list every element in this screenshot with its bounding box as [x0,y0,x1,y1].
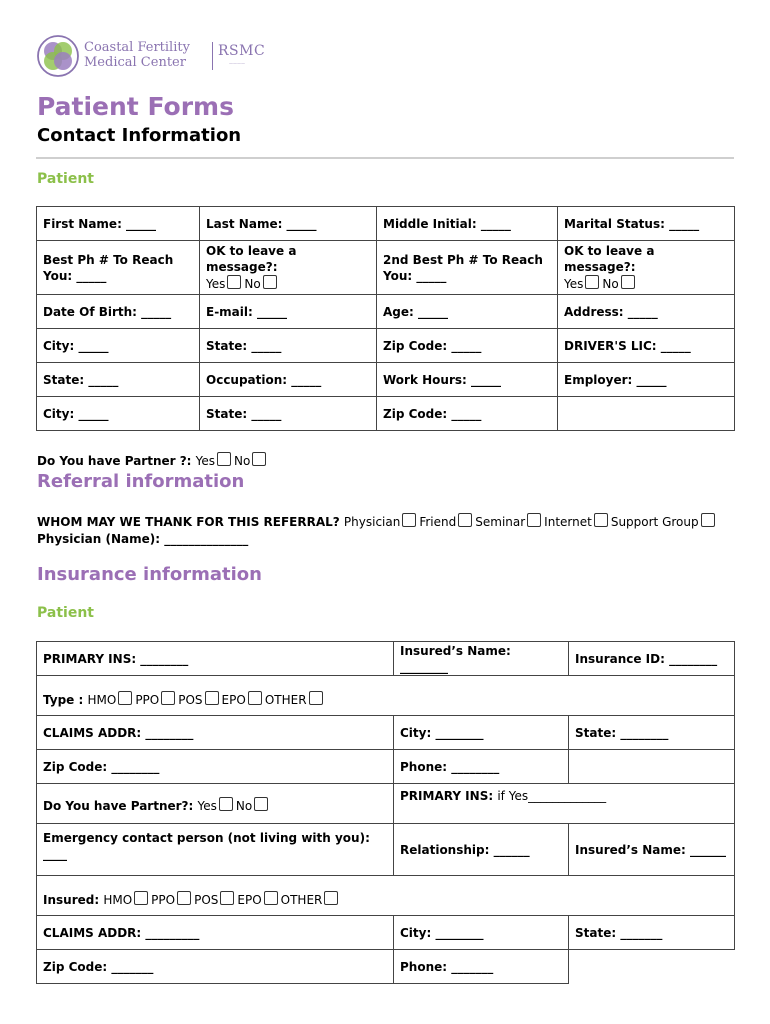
yes-label: Yes [197,799,217,813]
ins-partner-cell [37,784,394,824]
yes-checkbox[interactable] [227,275,241,289]
insured-pos-checkbox[interactable] [220,891,234,905]
type-label: Type : [43,693,84,707]
referral-heading: Referral information [37,471,245,492]
logo-wordmark [84,40,190,70]
referral-option-label: Support Group [610,515,699,529]
table-row [37,363,735,397]
referral-friend-checkbox[interactable] [458,513,472,527]
type-cell [37,676,735,716]
ins-phone-field[interactable]: Phone: ________ [394,750,569,784]
employer-city-field[interactable]: City: _____ [37,397,200,431]
insured-hmo-checkbox[interactable] [134,891,148,905]
referral-seminar-checkbox[interactable] [527,513,541,527]
insurance-id-field[interactable]: Insurance ID: ________ [569,642,735,676]
referral-physician-checkbox[interactable] [402,513,416,527]
type-option-label: POS [178,693,203,707]
yes-checkbox[interactable] [585,275,599,289]
state-field-2[interactable]: State: _____ [37,363,200,397]
type-other-checkbox[interactable] [309,691,323,705]
logo-line-2: Medical Center [84,55,186,70]
insured-type-cell [37,876,735,916]
table-row [37,876,735,916]
type-ppo-checkbox[interactable] [161,691,175,705]
type-option-label: PPO [151,893,176,907]
occupation-field[interactable]: Occupation: _____ [200,363,377,397]
partner-yes-checkbox[interactable] [217,452,231,466]
logo-separator [212,42,213,70]
referral-option-label: Physician [343,515,401,529]
partner-city-field[interactable]: City: ________ [394,916,569,950]
partner-primary-ins-label: PRIMARY INS: [400,789,494,803]
no-checkbox[interactable] [621,275,635,289]
employer-field[interactable]: Employer: _____ [558,363,735,397]
table-row [37,241,735,295]
logo-partner-sub: ———— [229,61,245,66]
page-title: Patient Forms [37,92,234,121]
dob-field[interactable]: Date Of Birth: _____ [37,295,200,329]
drivers-license-field[interactable]: DRIVER'S LIC: _____ [558,329,735,363]
insured-ppo-checkbox[interactable] [177,891,191,905]
type-option-label: EPO [221,693,246,707]
insured-name-field[interactable]: Insured’s Name: ________ [394,642,569,676]
table-row [37,329,735,363]
no-label: No [235,799,253,813]
page-subtitle: Contact Information [37,125,242,146]
ins-partner-label: Do You have Partner?: [43,799,194,813]
state-field[interactable]: State: _____ [200,329,377,363]
email-field[interactable]: E-mail: _____ [200,295,377,329]
partner-primary-ins-cell[interactable] [394,784,735,824]
zip-field[interactable]: Zip Code: _____ [377,329,558,363]
patient-table [36,206,735,431]
insured-label: Insured: [43,893,100,907]
partner-no-checkbox[interactable] [252,452,266,466]
table-row [37,950,735,984]
referral-option-label: Seminar [475,515,526,529]
best-phone-field[interactable]: Best Ph # To Reach You: _____ [37,241,200,295]
referral-question-row [37,513,718,529]
ok-message-cell [200,241,377,295]
city-field[interactable]: City: _____ [37,329,200,363]
divider [36,157,734,159]
table-row [37,750,735,784]
ok-message-label-2: OK to leave a message?: [564,244,655,274]
empty-cell [558,397,735,431]
ok-message-cell-2 [558,241,735,295]
referral-question: WHOM MAY WE THANK FOR THIS REFERRAL? [37,515,340,529]
insurance-heading: Insurance information [37,564,262,585]
type-pos-checkbox[interactable] [205,691,219,705]
claims-addr-field[interactable]: CLAIMS ADDR: ________ [37,716,394,750]
partner-phone-field[interactable]: Phone: _______ [394,950,569,984]
type-hmo-checkbox[interactable] [118,691,132,705]
table-row [37,916,735,950]
partner-state-field[interactable]: State: _______ [569,916,735,950]
type-option-label: POS [194,893,219,907]
ins-partner-no-checkbox[interactable] [254,797,268,811]
last-name-field[interactable]: Last Name: _____ [200,207,377,241]
insured-other-checkbox[interactable] [324,891,338,905]
middle-initial-field[interactable]: Middle Initial: _____ [377,207,558,241]
table-row [37,207,735,241]
ins-partner-yes-checkbox[interactable] [219,797,233,811]
insured-epo-checkbox[interactable] [264,891,278,905]
yes-label: Yes [195,454,216,468]
empty-cell [569,750,735,784]
no-label: No [602,277,619,291]
ins-zip-field[interactable]: Zip Code: ________ [37,750,394,784]
employer-zip-field[interactable]: Zip Code: _____ [377,397,558,431]
patient-section-label: Patient [37,171,94,187]
partner-zip-field[interactable]: Zip Code: _______ [37,950,394,984]
table-row [37,676,735,716]
employer-state-field[interactable]: State: _____ [200,397,377,431]
partner-insured-name-field[interactable]: Insured’s Name: ______ [569,824,735,876]
partner-question [37,452,269,468]
logo-circles-icon [36,34,80,78]
type-option-label: PPO [135,693,160,707]
table-row [37,642,735,676]
table-row [37,397,735,431]
primary-ins-field[interactable]: PRIMARY INS: ________ [37,642,394,676]
type-option-label: OTHER [280,893,323,907]
type-epo-checkbox[interactable] [248,691,262,705]
ins-city-field[interactable]: City: ________ [394,716,569,750]
no-label: No [234,454,251,468]
relationship-field[interactable]: Relationship: ______ [394,824,569,876]
type-option-label: HMO [87,693,117,707]
referral-option-label: Friend [419,515,457,529]
logo-line-1: Coastal Fertility [84,40,190,55]
insurance-table [36,641,735,984]
yes-label: Yes [564,277,584,291]
partner-claims-addr-field[interactable]: CLAIMS ADDR: _________ [37,916,394,950]
empty-cell [569,950,735,984]
partner-question-label: Do You have Partner ?: [37,454,192,468]
referral-option-label: Internet [544,515,592,529]
yes-label: Yes [206,277,226,291]
table-row [37,784,735,824]
second-phone-field[interactable]: 2nd Best Ph # To Reach You: _____ [377,241,558,295]
table-row [37,295,735,329]
partner-primary-ins-value: if Yes_____________ [497,789,607,803]
table-row [37,824,735,876]
age-field[interactable]: Age: _____ [377,295,558,329]
marital-status-field[interactable]: Marital Status: _____ [558,207,735,241]
address-field[interactable]: Address: _____ [558,295,735,329]
logo-partner: RSMC [218,43,266,59]
no-label: No [244,277,261,291]
physician-name-field[interactable]: Physician (Name): ______________ [37,532,249,546]
first-name-field[interactable]: First Name: _____ [37,207,200,241]
emergency-contact-field[interactable]: Emergency contact person (not living with you): ____ [37,824,394,876]
type-option-label: EPO [237,893,262,907]
clinic-logo [36,34,266,78]
insurance-patient-label: Patient [37,605,94,621]
referral-support-group-checkbox[interactable] [701,513,715,527]
type-option-label: OTHER [264,693,307,707]
referral-internet-checkbox[interactable] [594,513,608,527]
work-hours-field[interactable]: Work Hours: _____ [377,363,558,397]
ins-state-field[interactable]: State: ________ [569,716,735,750]
ok-message-label: OK to leave a message?: [206,244,297,274]
table-row [37,716,735,750]
type-option-label: HMO [103,893,133,907]
no-checkbox[interactable] [263,275,277,289]
